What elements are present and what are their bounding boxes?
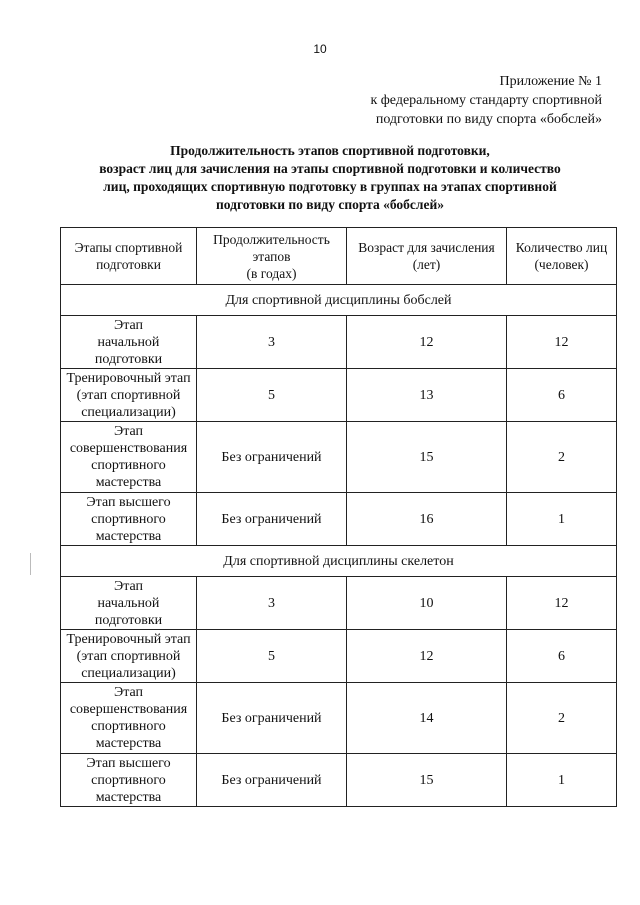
cell-stage-name: Этап совершенствования спортивного мастерства (61, 422, 197, 493)
title-line-1: Продолжительность этапов спортивной подготовки, (170, 143, 490, 158)
header-age: Возраст для зачисления (лет) (347, 228, 507, 285)
cell-count: 1 (507, 754, 617, 807)
cell-age: 12 (347, 316, 507, 369)
table-header-row (61, 228, 617, 285)
section-row (61, 546, 617, 577)
cell-count: 2 (507, 422, 617, 493)
cell-count: 6 (507, 369, 617, 422)
cell-duration: 3 (197, 577, 347, 630)
cell-duration: 5 (197, 630, 347, 683)
cell-duration: Без ограничений (197, 683, 347, 754)
header-stage: Этапы спортивной подготовки (61, 228, 197, 285)
table-row (61, 630, 617, 683)
cell-stage-name: Тренировочный этап (этап спортивной специализации) (61, 369, 197, 422)
table-row (61, 754, 617, 807)
cell-count: 1 (507, 493, 617, 546)
cell-age: 14 (347, 683, 507, 754)
table-row (61, 316, 617, 369)
cell-duration: 3 (197, 316, 347, 369)
section-label: Для спортивной дисциплины скелетон (61, 546, 617, 577)
cell-stage-name: Этап высшего спортивного мастерства (61, 754, 197, 807)
cell-count: 12 (507, 316, 617, 369)
cell-stage-name: Этап совершенствования спортивного мастерства (61, 683, 197, 754)
cell-count: 12 (507, 577, 617, 630)
scan-edge-mark (30, 553, 31, 575)
cell-stage-name: Этап начальной подготовки (61, 316, 197, 369)
cell-duration: 5 (197, 369, 347, 422)
cell-age: 10 (347, 577, 507, 630)
cell-stage-name: Тренировочный этап (этап спортивной специализации) (61, 630, 197, 683)
cell-stage-name: Этап начальной подготовки (61, 577, 197, 630)
section-label: Для спортивной дисциплины бобслей (61, 285, 617, 316)
cell-age: 13 (347, 369, 507, 422)
cell-stage-name: Этап высшего спортивного мастерства (61, 493, 197, 546)
appendix-line-3: подготовки по виду спорта «бобслей» (375, 112, 602, 127)
page-number: 10 (313, 42, 327, 56)
cell-age: 15 (347, 754, 507, 807)
table-row (61, 369, 617, 422)
cell-duration: Без ограничений (197, 422, 347, 493)
title-line-4: подготовки по виду спорта «бобслей» (215, 197, 445, 212)
cell-duration: Без ограничений (197, 754, 347, 807)
table-row (61, 422, 617, 493)
appendix-header (370, 72, 602, 129)
stages-table (60, 227, 617, 807)
title-line-3: лиц, проходящих спортивную подготовку в группах на этапах спортивной (103, 179, 557, 194)
header-count: Количество лиц (человек) (507, 228, 617, 285)
appendix-line-1: Приложение № 1 (499, 74, 602, 89)
cell-duration: Без ограничений (197, 493, 347, 546)
document-title (60, 142, 600, 214)
cell-age: 12 (347, 630, 507, 683)
cell-count: 2 (507, 683, 617, 754)
cell-age: 15 (347, 422, 507, 493)
cell-count: 6 (507, 630, 617, 683)
table-row (61, 683, 617, 754)
table-row (61, 577, 617, 630)
appendix-line-2: к федеральному стандарту спортивной (370, 93, 602, 108)
table-row (61, 493, 617, 546)
section-row (61, 285, 617, 316)
header-duration: Продолжительность этапов (в годах) (197, 228, 347, 285)
table-body (61, 285, 617, 807)
cell-age: 16 (347, 493, 507, 546)
title-line-2: возраст лиц для зачисления на этапы спортивной подготовки и количество (99, 161, 561, 176)
